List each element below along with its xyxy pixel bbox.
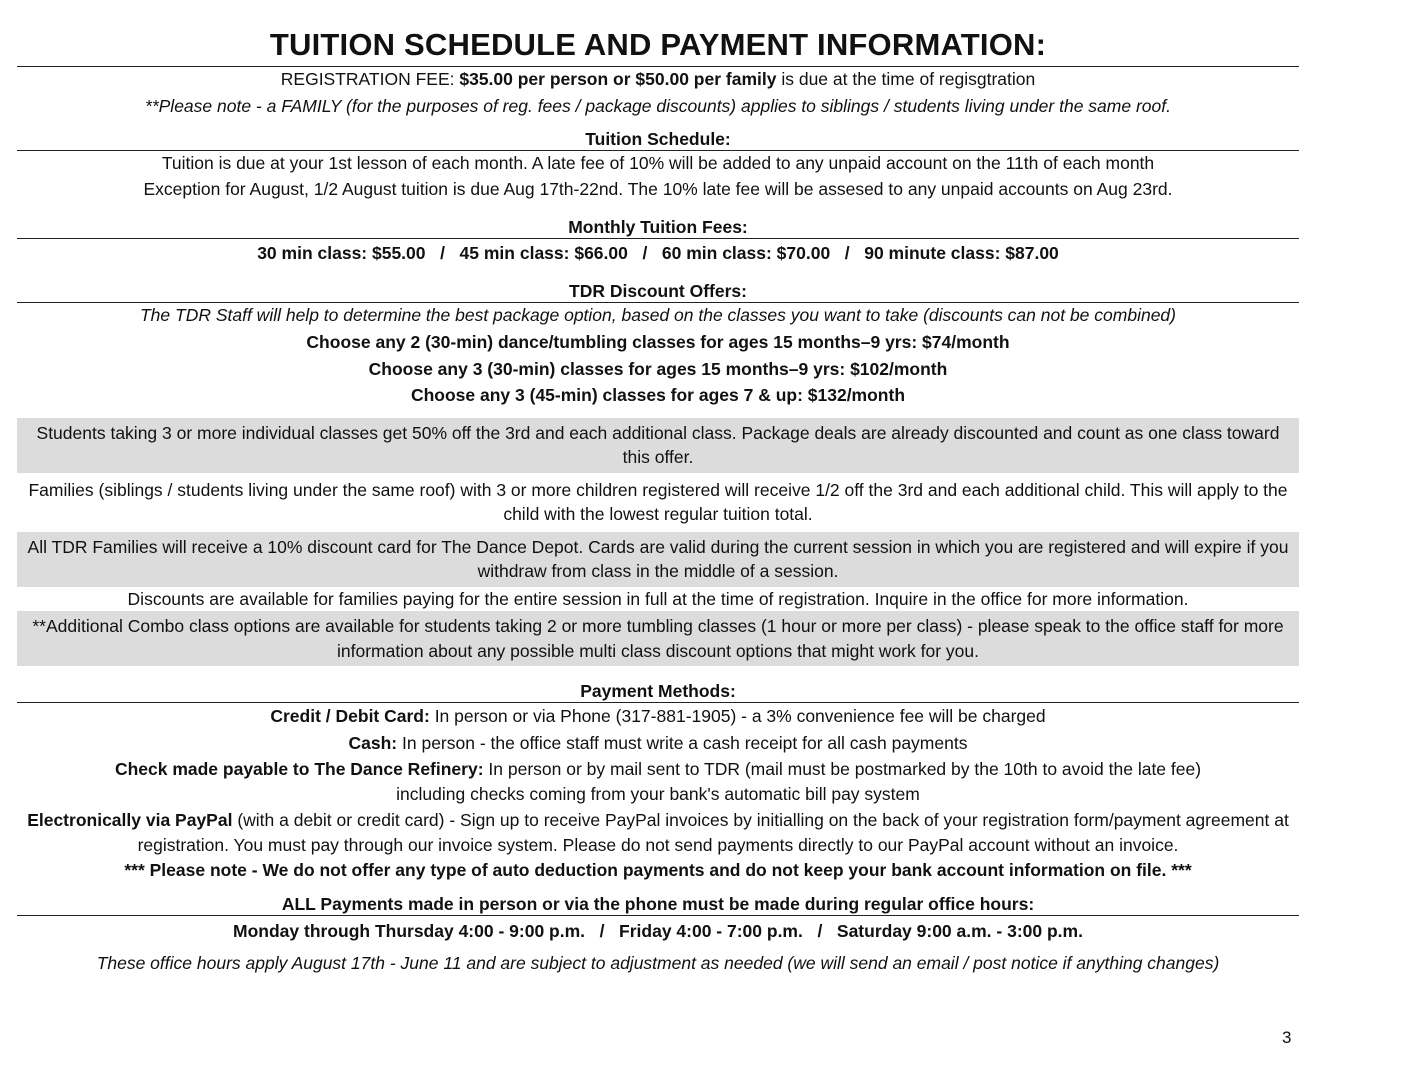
offer-dance-depot: All TDR Families will receive a 10% discount card for The Dance Depot. Cards are valid during the current session in which you are registered and will expire if you withdraw from class in the middle of a session.	[17, 532, 1299, 587]
offer-combo-class: **Additional Combo class options are available for students taking 2 or more tumbling classes (1 hour or more per class) - please speak to the office staff for more information about any possible multi class discount options that might work for you.	[17, 611, 1299, 666]
payment-cash	[17, 731, 1299, 756]
family-note: **Please note - a FAMILY (for the purposes of reg. fees / package discounts) applies to siblings / students living under the same roof.	[145, 95, 1171, 116]
package-offer: Choose any 3 (30-min) classes for ages 15 months–9 yrs: $102/month	[368, 358, 948, 379]
payment-paypal-text: (with a debit or credit card) - Sign up to receive PayPal invoices by initialling on the back of your registration form/payment agreement at registration. You must pay through our invoice system. Please do not send payments directly to our PayPal account without an invoice.	[137, 810, 1289, 855]
payment-check-text: In person or by mail sent to TDR (mail must be postmarked by the 10th to avoid the late fee)	[483, 759, 1202, 779]
offer-pay-in-full: Discounts are available for families paying for the entire session in full at the time of registration. Inquire in the office for more information.	[127, 588, 1189, 609]
payment-cash-text: In person - the office staff must write a cash receipt for all cash payments	[397, 732, 968, 753]
payment-card	[17, 704, 1299, 729]
payment-cash-label: Cash:	[348, 732, 398, 753]
divider	[17, 915, 1299, 916]
auto-deduction-note: *** Please note - We do not offer any type of auto deduction payments and do not keep your bank account information on file. ***	[124, 860, 1192, 880]
payment-methods-heading: Payment Methods:	[580, 681, 736, 701]
package-offer: Choose any 2 (30-min) dance/tumbling classes for ages 15 months–9 yrs: $74/month	[306, 332, 1010, 352]
offer-family: Families (siblings / students living under the same roof) with 3 or more children registered will receive 1/2 off the 3rd and each additional child. This will apply to the child with the lowest regular tuition total.	[28, 479, 1288, 524]
page-number: 3	[1282, 1028, 1292, 1047]
discount-offers-heading: TDR Discount Offers:	[569, 280, 747, 301]
package-offer: Choose any 3 (45-min) classes for ages 7 & up: $132/month	[410, 385, 906, 405]
registration-suffix: is due at the time of regisgtration	[776, 69, 1036, 89]
tuition-schedule-heading: Tuition Schedule:	[585, 129, 731, 149]
offer-multi-class: Students taking 3 or more individual classes get 50% off the 3rd and each additional class. Package deals are already discounted and count as one class toward this offer.	[17, 418, 1299, 473]
office-hours: Monday through Thursday 4:00 - 9:00 p.m. / Friday 4:00 - 7:00 p.m. / Saturday 9:00 a.m. - 3:00 p.m.	[233, 920, 1083, 941]
payment-card-text: In person or via Phone (317-881-1905) - a 3% convenience fee will be charged	[429, 706, 1046, 726]
divider	[17, 702, 1299, 703]
divider	[17, 238, 1299, 239]
monthly-fees-line: 30 min class: $55.00 / 45 min class: $66.00 / 60 min class: $70.00 / 90 minute class: $87.00	[257, 243, 1059, 263]
payment-check	[17, 757, 1299, 782]
discount-intro: The TDR Staff will help to determine the best package option, based on the classes you want to take (discounts can not be combined)	[139, 304, 1176, 325]
page-title: TUITION SCHEDULE AND PAYMENT INFORMATION:	[269, 27, 1047, 62]
payment-check-label: Check made payable to The Dance Refinery:	[114, 759, 484, 779]
monthly-fees-heading: Monthly Tuition Fees:	[568, 217, 748, 237]
document-page	[17, 0, 1299, 976]
payment-check-continued: including checks coming from your bank's automatic bill pay system	[396, 783, 920, 804]
office-hours-note: These office hours apply August 17th - June 11 and are subject to adjustment as needed (we will send an email / post notice if anything changes)	[96, 953, 1220, 973]
registration-fee-line	[17, 67, 1299, 92]
office-hours-heading: ALL Payments made in person or via the phone must be made during regular office hours:	[281, 893, 1035, 914]
august-exception-line: Exception for August, 1/2 August tuition is due Aug 17th-22nd. The 10% late fee will be assesed to any unpaid accounts on Aug 23rd.	[143, 178, 1173, 199]
registration-fee-amount: $35.00 per person or $50.00 per family	[459, 69, 777, 89]
registration-prefix: REGISTRATION FEE:	[280, 69, 460, 89]
payment-paypal	[17, 808, 1299, 857]
payment-paypal-label: Electronically via PayPal	[27, 810, 233, 830]
payment-card-label: Credit / Debit Card:	[270, 706, 430, 726]
tuition-due-line: Tuition is due at your 1st lesson of each month. A late fee of 10% will be added to any unpaid account on the 11th of each month	[161, 153, 1155, 173]
